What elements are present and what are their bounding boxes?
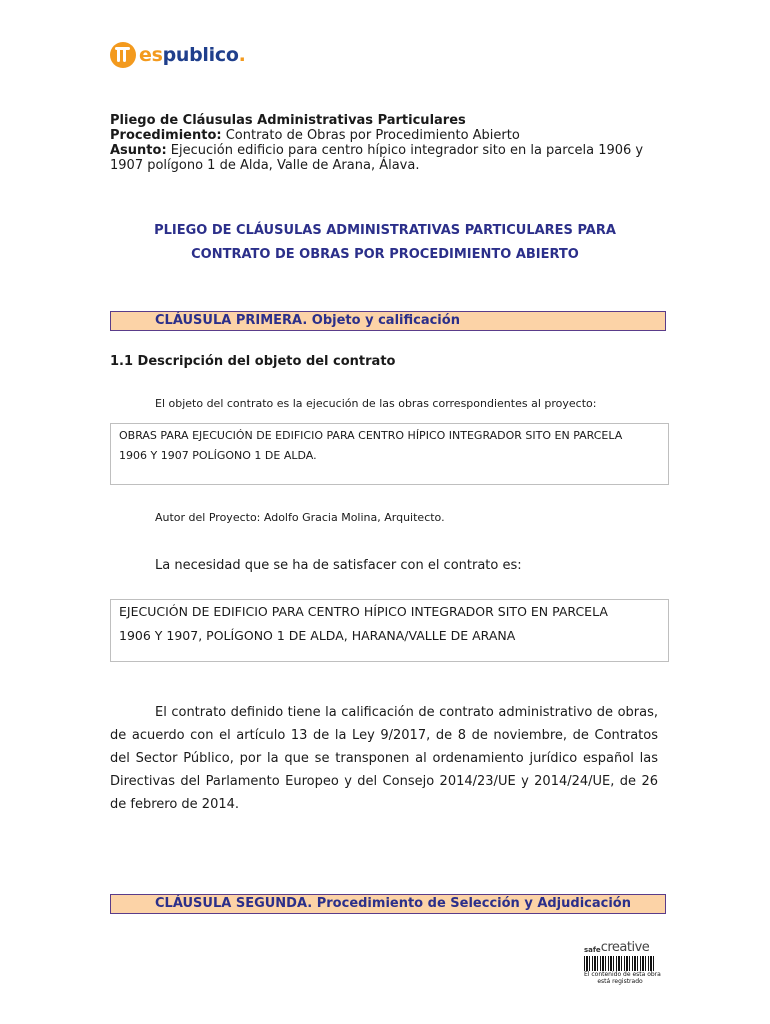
clause1-heading-box <box>110 311 666 331</box>
need-box-line2: 1906 Y 1907, POLÍGONO 1 DE ALDA, HARANA/VALLE DE ARANA <box>119 628 516 643</box>
document-title-line2: CONTRATO DE OBRAS POR PROCEDIMIENTO ABIERTO <box>191 247 579 262</box>
object-intro: El objeto del contrato es la ejecución de las obras correspondientes al proyecto: <box>155 397 597 410</box>
espublico-logo <box>110 40 246 70</box>
subject-label: Asunto: <box>110 143 167 158</box>
document-title-line1: PLIEGO DE CLÁUSULAS ADMINISTRATIVAS PARTICULARES PARA <box>154 223 616 238</box>
document-title <box>100 219 670 267</box>
safecreative-logo: safe creative <box>584 940 650 955</box>
clause2-heading-box <box>110 894 666 914</box>
need-box <box>110 599 669 662</box>
clause2-heading: CLÁUSULA SEGUNDA. Procedimiento de Selección y Adjudicación <box>155 896 631 911</box>
header-title: Pliego de Cláusulas Administrativas Particulares <box>110 113 466 128</box>
need-box-line1: EJECUCIÓN DE EDIFICIO PARA CENTRO HÍPICO INTEGRADOR SITO EN PARCELA <box>119 604 608 619</box>
subject-value-line2: 1907 polígono 1 de Alda, Valle de Arana, Álava. <box>110 158 420 173</box>
qualification-paragraph <box>110 701 658 816</box>
procedure-value: Contrato de Obras por Procedimiento Abierto <box>221 128 520 143</box>
project-box-line1: OBRAS PARA EJECUCIÓN DE EDIFICIO PARA CENTRO HÍPICO INTEGRADOR SITO EN PARCELA <box>119 429 623 442</box>
procedure-label: Procedimiento: <box>110 128 222 143</box>
project-box <box>110 423 669 485</box>
safecreative-badge <box>584 940 661 986</box>
barcode-icon <box>584 956 656 971</box>
document-header <box>110 113 670 173</box>
section-1-1-heading: 1.1 Descripción del objeto del contrato <box>110 354 396 369</box>
subject-value-line1: Ejecución edificio para centro hípico integrador sito en la parcela 1906 y <box>166 143 644 158</box>
safecreative-line2: está registrado <box>597 978 643 985</box>
espublico-logo-icon <box>110 42 136 68</box>
project-author: Autor del Proyecto: Adolfo Gracia Molina, Arquitecto. <box>155 511 445 524</box>
clause1-heading: CLÁUSULA PRIMERA. Objeto y calificación <box>155 313 460 328</box>
safecreative-line1: El contenido de esta obra <box>584 971 661 978</box>
logo-wordmark: espublico. <box>139 44 246 66</box>
project-box-line2: 1906 Y 1907 POLÍGONO 1 DE ALDA. <box>119 449 317 462</box>
need-intro: La necesidad que se ha de satisfacer con el contrato es: <box>155 558 522 573</box>
qualification-text: El contrato definido tiene la calificación de contrato administrativo de obras, de acuerdo con el artículo 13 de la Ley 9/2017, de 8 de noviembre, de Contratos del Sector Público, por la que se transponen al ordenamiento jurídico español las Directivas del Parlamento Europeo y del Consejo 2014/23/UE y 2014/24/UE, de 26 de febrero de 2014. <box>110 705 658 812</box>
